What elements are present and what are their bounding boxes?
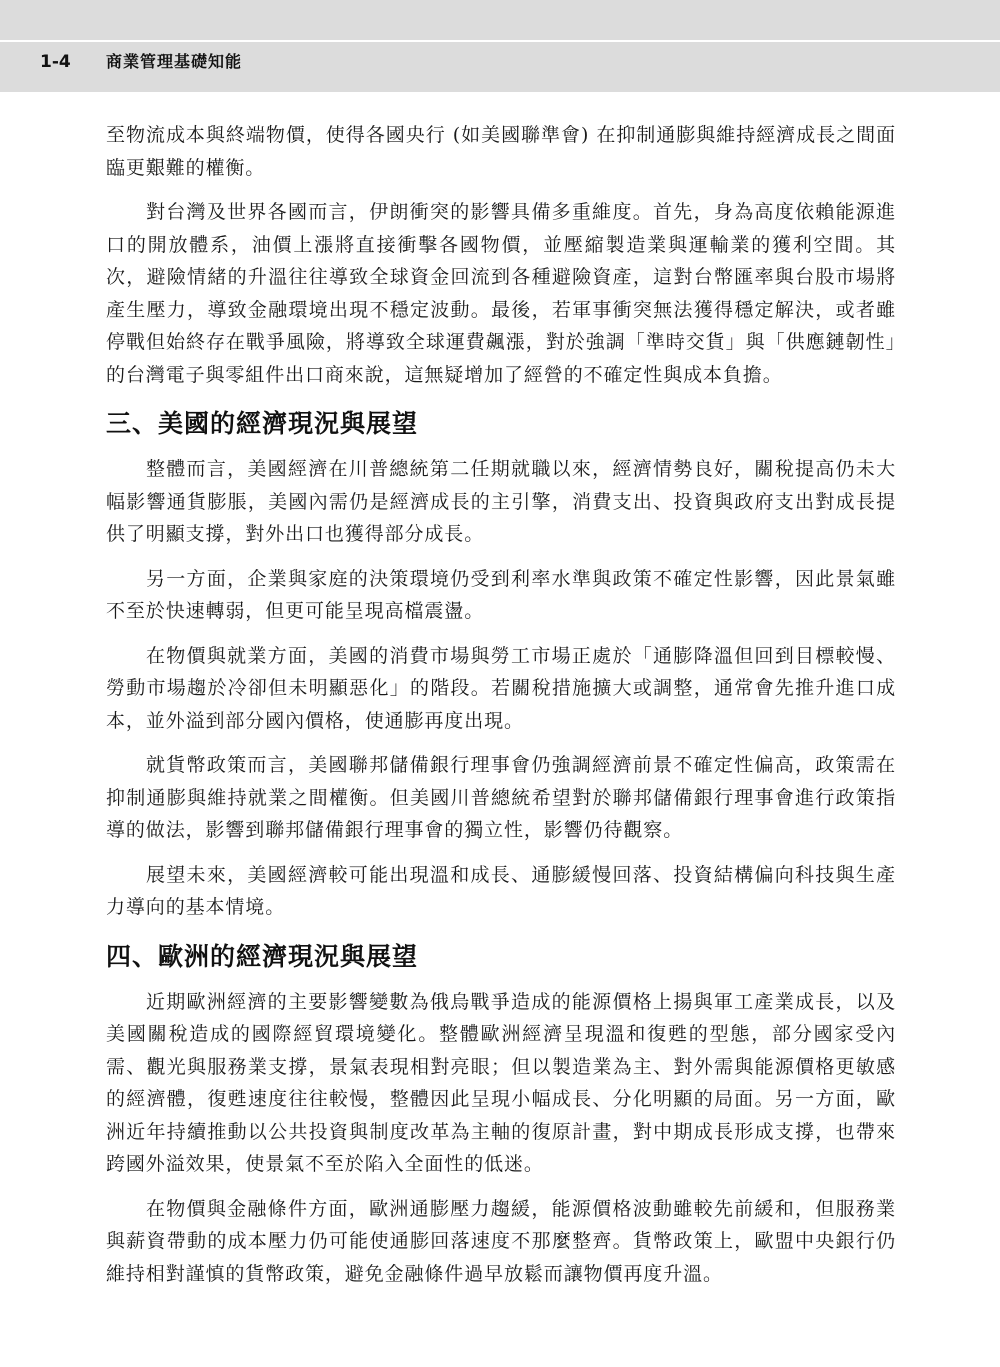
paragraph: 在物價與就業方面，美國的消費市場與勞工市場正處於「通膨降溫但回到目標較慢、勞動市場趨於冷卻但未明顯惡化」的階段。若關稅措施擴大或調整，通常會先推升進口成本，並外溢到部分國內價格，使通膨再度出現。 — [106, 644, 896, 732]
paragraph: 至物流成本與終端物價，使得各國央行 (如美國聯準會) 在抑制通膨與維持經濟成長之間面臨更艱難的權衡。 — [106, 124, 896, 179]
running-title: 商業管理基礎知能 — [106, 52, 243, 71]
section-heading: 三、美國的經濟現況與展望 — [106, 409, 419, 438]
paragraph: 整體而言，美國經濟在川普總統第二任期就職以來，經濟情勢良好，關稅提高仍未大幅影響通貨膨脹，美國內需仍是經濟成長的主引擎，消費支出、投資與政府支出對成長提供了明顯支撐，對外出口也獲得部分成長。 — [106, 458, 896, 545]
paragraph: 對台灣及世界各國而言，伊朗衝突的影響具備多重維度。首先，身為高度依賴能源進口的開放體系，油價上漲將直接衝擊各國物價，並壓縮製造業與運輸業的獲利空間。其次，避險情緒的升溫往往導致全球資金回流到各種避險資產，這對台幣匯率與台股市場將產生壓力，導致金融環境出現不穩定波動。最後，若軍事衝突無法獲得穩定解決，或者雖停戰但始終存在戰爭風險，將導致全球運費飆漲，對於強調「準時交貨」與「供應鏈韌性」的台灣電子與零組件出口商來說，這無疑增加了經營的不確定性與成本負擔。 — [106, 201, 896, 386]
paragraph: 展望未來，美國經濟較可能出現溫和成長、通膨緩慢回落、投資結構偏向科技與生產力導向的基本情境。 — [106, 863, 896, 918]
paragraph: 在物價與金融條件方面，歐洲通膨壓力趨緩，能源價格波動雖較先前緩和，但服務業與薪資帶動的成本壓力仍可能使通膨回落速度不那麼整齊。貨幣政策上，歐盟中央銀行仍維持相對謹慎的貨幣政策，避免金融條件過早放鬆而讓物價再度升溫。 — [106, 1197, 896, 1285]
page-header — [0, 0, 1000, 92]
section-heading: 四、歐洲的經濟現況與展望 — [106, 941, 419, 971]
paragraph: 另一方面，企業與家庭的決策環境仍受到利率水準與政策不確定性影響，因此景氣雖不至於快速轉弱，但更可能呈現高檔震盪。 — [106, 567, 896, 622]
header-rule — [0, 40, 1000, 42]
paragraph: 近期歐洲經濟的主要影響變數為俄烏戰爭造成的能源價格上揚與軍工產業成長，以及美國關稅造成的國際經貿環境變化。整體歐洲經濟呈現溫和復甦的型態，部分國家受內需、觀光與服務業支撐，景氣表現相對亮眼；但以製造業為主、對外需與能源價格更敏感的經濟體，復甦速度往往較慢，整體因此呈現小幅成長、分化明顯的局面。另一方面，歐洲近年持續推動以公共投資與制度改革為主軸的復原計畫，對中期成長形成支撐，也帶來跨國外溢效果，使景氣不至於陷入全面性的低迷。 — [106, 990, 896, 1175]
page-number: 1-4 — [40, 52, 71, 72]
page-body — [106, 119, 896, 1302]
paragraph: 就貨幣政策而言，美國聯邦儲備銀行理事會仍強調經濟前景不確定性偏高，政策需在抑制通膨與維持就業之間權衡。但美國川普總統希望對於聯邦儲備銀行理事會進行政策指導的做法，影響到聯邦儲備銀行理事會的獨立性，影響仍待觀察。 — [106, 754, 896, 841]
